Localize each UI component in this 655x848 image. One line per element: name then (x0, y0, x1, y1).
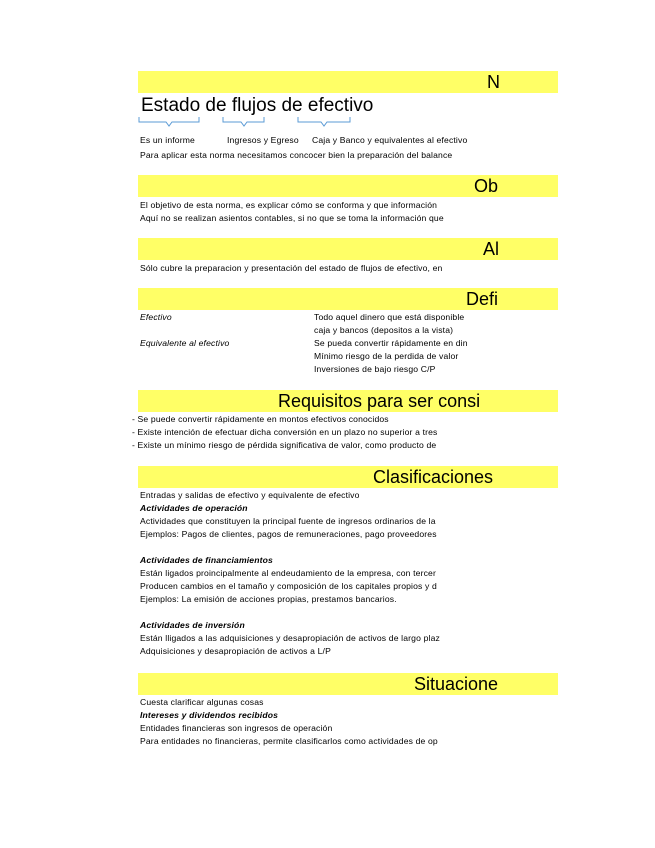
document-title: Estado de flujos de efectivo (141, 95, 374, 116)
situaciones-heading: Situacione (414, 674, 499, 694)
financiamiento-line3: Ejemplos: La emisión de acciones propias, prestamos bancarios. (140, 594, 397, 604)
clasificaciones-band (138, 466, 558, 488)
definiciones-heading: Defi (465, 289, 498, 309)
definicion-efectivo-line1: Todo aquel dinero que está disponible (314, 312, 465, 322)
situaciones-line2: Entidades financieras son ingresos de operación (140, 723, 333, 733)
clasificaciones-heading: Clasificaciones (373, 467, 494, 487)
definicion-equivalente-label: Equivalente al efectivo (140, 338, 230, 348)
requisito-item: - Existe un mínimo riesgo de pérdida significativa de valor, como producto de (132, 440, 437, 450)
definicion-efectivo-line2: caja y bancos (depositos a la vista) (314, 325, 454, 335)
inversion-label: Actividades de inversión (140, 620, 245, 630)
alcance-heading: Al (482, 239, 499, 259)
requisito-item: - Existe intención de efectuar dicha conversión en un plazo no superior a tres (132, 427, 438, 437)
intro-caja-banco: Caja y Banco y equivalentes al efectivo (312, 135, 468, 145)
header-band (138, 71, 558, 93)
brace-es-un-informe (139, 117, 199, 126)
brace-connectors (136, 116, 362, 128)
inversion-line2: Adquisiciones y desapropiación de activos a L/P (140, 646, 331, 656)
clasificaciones-intro: Entradas y salidas de efectivo y equivalente de efectivo (140, 490, 360, 500)
definicion-efectivo-label: Efectivo (140, 312, 172, 322)
objetivo-band (138, 175, 558, 197)
requisito-item: - Se puede convertir rápidamente en montos efectivos conocidos (132, 414, 389, 424)
situaciones-band (138, 673, 558, 695)
intereses-label: Intereses y dividendos recibidos (140, 710, 279, 720)
intro-line2: Para aplicar esta norma necesitamos concocer bien la preparación del balance (140, 150, 453, 160)
situaciones-line1: Cuesta clarificar algunas cosas (140, 697, 264, 707)
operacion-label: Actividades de operación (140, 503, 248, 513)
objetivo-line1: El objetivo de esta norma, es explicar cómo se conforma y que información (140, 200, 438, 210)
alcance-band (138, 238, 558, 260)
definiciones-band (138, 288, 558, 310)
definicion-equivalente-line3: Inversiones de bajo riesgo C/P (314, 364, 436, 374)
inversion-line1: Están lligados a las adquisiciones y desapropiación de activos de largo plaz (140, 633, 440, 643)
definicion-equivalente-line1: Se pueda convertir rápidamente en din (314, 338, 468, 348)
operacion-line1: Actividades que constituyen la principal fuente de ingresos ordinarios de la (140, 516, 436, 526)
intro-es-un-informe: Es un informe (140, 135, 195, 145)
objetivo-line2: Aquí no se realizan asientos contables, si no que se toma la información que (140, 213, 444, 223)
intro-ingresos-egresos: Ingresos y Egreso (227, 135, 299, 145)
brace-caja-banco (298, 117, 350, 126)
requisitos-heading: Requisitos para ser consi (278, 391, 481, 411)
objetivo-heading: Ob (473, 176, 498, 196)
definicion-equivalente-line2: Mínimo riesgo de la perdida de valor (314, 351, 459, 361)
brace-ingresos (223, 117, 264, 126)
financiamiento-label: Actividades de financiamientos (140, 555, 273, 565)
financiamiento-line1: Están ligados proincipalmente al endeudamiento de la empresa, con tercer (140, 568, 436, 578)
operacion-line2: Ejemplos: Pagos de clientes, pagos de remuneraciones, pago proveedores (140, 529, 437, 539)
alcance-line1: Sólo cubre la preparacion y presentación del estado de flujos de efectivo, en (140, 263, 443, 273)
requisitos-band (138, 390, 558, 412)
situaciones-line3: Para entidades no financieras, permite clasificarlos como actividades de op (140, 736, 438, 746)
financiamiento-line2: Producen cambios en el tamaño y composición de los capitales propios y d (140, 581, 437, 591)
header-band-title: N (487, 72, 500, 92)
